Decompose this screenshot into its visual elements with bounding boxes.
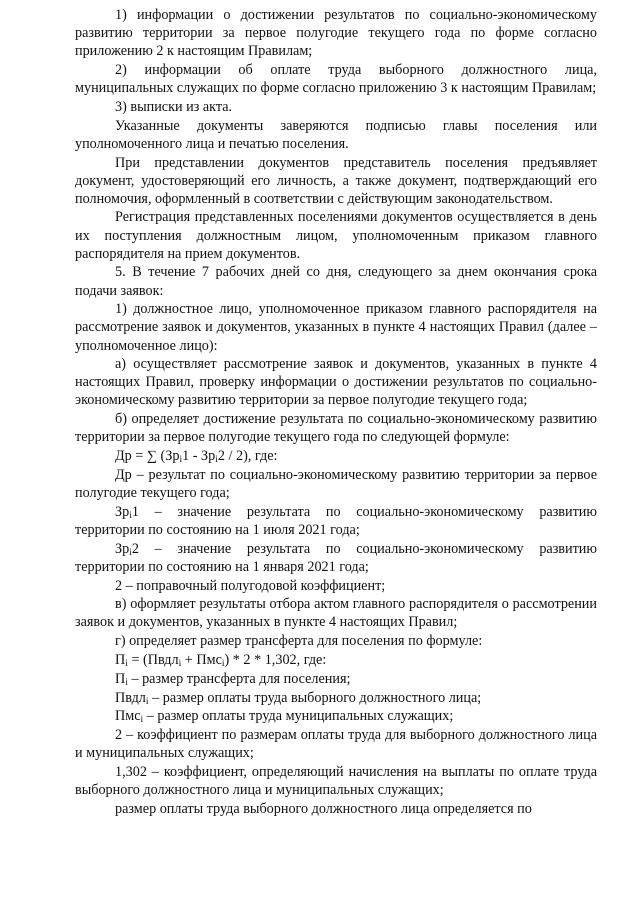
paragraph-item-v: в) оформляет результаты отбора актом главного распорядителя о рассмотрении заявок и документов, указанных в пункте 4 настоящих Правил; bbox=[75, 596, 597, 631]
definition-coefficient-1302: 1,302 – коэффициент, определяющий начисления на выплаты по оплате труда выборного должностного лица и муниципальных служащих; bbox=[75, 763, 597, 799]
paragraph-item-a: а) осуществляет рассмотрение заявок и документов, указанных в пункте 4 настоящих Правил, проверку информации о достижении результатов по социально-экономическому развитию территории за первое полугодие текущего года; bbox=[75, 356, 597, 409]
definition-p: $П_i$ – размер трансферта для поселения; bbox=[115, 670, 351, 688]
document-body bbox=[75, 6, 597, 819]
definition-pvdl: Пвдл$_i$ – размер оплаты труда выборного должностного лица; bbox=[115, 689, 482, 707]
paragraph-item-3: 3) выписки из акта. bbox=[115, 98, 233, 115]
paragraph-item-1: 1) информации о достижении результатов по социально-экономическому развитию территории за первое полугодие текущего года по форме согласно приложению 2 к настоящим Правилам; bbox=[75, 7, 597, 60]
paragraph-certification: Указанные документы заверяются подписью главы поселения или уполномоченного лица и печатью поселения. bbox=[75, 117, 597, 152]
definition-zr1: $Зр_i1$ – значение результата по социально-экономическому развитию территории по состоянию на 1 июля 2021 года; bbox=[75, 503, 597, 538]
formula-result: Др = ∑ $(Зр_i1 - Зр_i2 / 2)$, где: bbox=[115, 448, 278, 466]
paragraph-authorized-person: 1) должностное лицо, уполномоченное приказом главного распорядителя на рассмотрение заявок и документов, указанных в пункте 4 настоящих Правил (далее – уполномоченное лицо): bbox=[75, 301, 597, 354]
paragraph-representative: При представлении документов представитель поселения предъявляет документ, удостоверяющий его личность, а также документ, подтверждающий его полномочия, оформленный в соответствии с действующим законодательством. bbox=[75, 154, 597, 207]
paragraph-item-g: г) определяет размер трансферта для поселения по формуле: bbox=[115, 633, 483, 650]
paragraph-item-b: б) определяет достижение результата по социально-экономическому развитию территории за первое полугодие текущего года по следующей формуле: bbox=[75, 411, 597, 446]
paragraph-item-2: 2) информации об оплате труда выборного должностного лица, муниципальных служащих по форме согласно приложению 3 к настоящим Правилам; bbox=[75, 61, 597, 97]
paragraph-section-5: 5. В течение 7 рабочих дней со дня, следующего за днем окончания срока подачи заявок: bbox=[75, 264, 597, 299]
formula-transfer: $П_i$ = (Пвдл$_i$ + Пмс$_i$) * 2 * 1,302, где: bbox=[115, 651, 327, 669]
paragraph-last-line: размер оплаты труда выборного должностного лица определяется по bbox=[115, 800, 532, 817]
paragraph-registration: Регистрация представленных поселениями документов осуществляется в день их поступления должностным лицом, уполномоченным приказом главного распорядителя на прием документов. bbox=[75, 209, 597, 262]
definition-coefficient-salary: 2 – коэффициент по размерам оплаты труда для выборного должностного лица и муниципальных служащих; bbox=[75, 727, 597, 762]
definition-coefficient-2: 2 – поправочный полугодовой коэффициент; bbox=[115, 577, 386, 594]
definition-pms: Пмс$_i$ – размер оплаты труда муниципальных служащих; bbox=[115, 708, 454, 726]
definition-dr: Др – результат по социально-экономическому развитию территории за первое полугодие текущего года; bbox=[75, 466, 597, 501]
definition-zr2: $Зр_i2$ – значение результата по социально-экономическому развитию территории по состоянию на 1 января 2021 года; bbox=[75, 540, 597, 575]
